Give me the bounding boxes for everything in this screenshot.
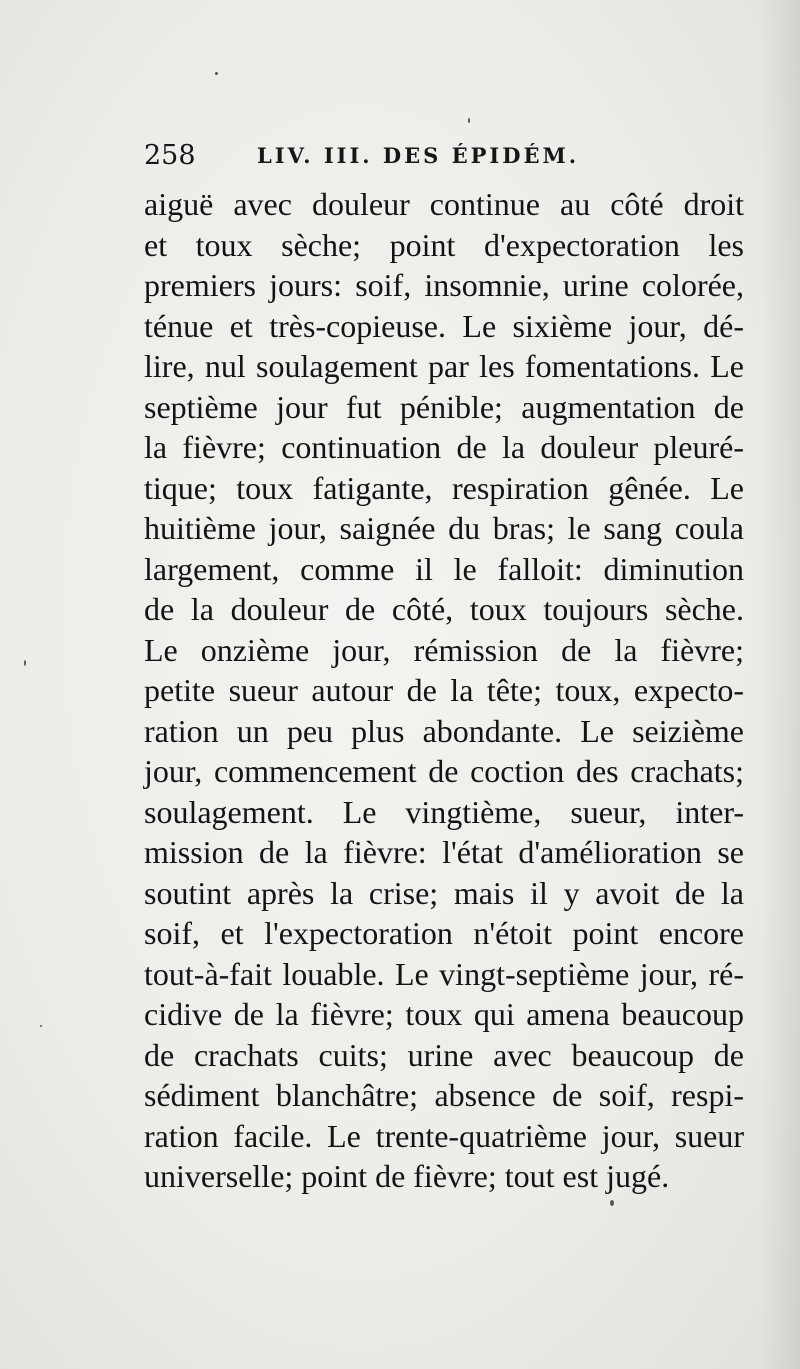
text-line: tout-à-fait louable. Le vingt-septième jour, ré-: [144, 955, 744, 992]
paper-speck: [610, 1200, 614, 1206]
text-line: huitième jour, saignée du bras; le sang coula: [144, 510, 744, 546]
text-line: jour, commencement de coction des crachats;: [144, 753, 744, 789]
paper-speck: [24, 660, 26, 666]
paper-speck: [40, 1025, 42, 1027]
text-line: et toux sèche; point d'expectoration les: [144, 226, 744, 263]
paper-speck: [468, 118, 470, 123]
text-line: premiers jours: soif, insomnie, urine colorée,: [144, 267, 744, 303]
body-paragraph: [144, 184, 744, 1197]
text-line: largement, comme il le falloit: diminution: [144, 550, 744, 587]
running-header: [144, 140, 614, 174]
text-line: ténue et très-copieuse. Le sixième jour, dé-: [144, 307, 744, 344]
text-line: septième jour fut pénible; augmentation de: [144, 388, 744, 425]
text-line: mission de la fièvre: l'état d'amélioration se: [144, 834, 744, 870]
page-edge-shadow: [760, 0, 800, 1369]
text-line: tique; toux fatigante, respiration gênée. Le: [144, 469, 744, 506]
page-number: 258: [144, 140, 196, 171]
paper-speck: [215, 72, 218, 75]
text-line: soutint après la crise; mais il y avoit de la: [144, 874, 744, 911]
text-line: cidive de la fièvre; toux qui amena beaucoup: [144, 996, 744, 1032]
text-line: ration facile. Le trente-quatrième jour, sueur: [144, 1117, 744, 1154]
text-line: de la douleur de côté, toux toujours sèche.: [144, 591, 744, 627]
text-line: de crachats cuits; urine avec beaucoup de: [144, 1036, 744, 1073]
text-line: soulagement. Le vingtième, sueur, inter-: [144, 793, 744, 830]
text-line: lire, nul soulagement par les fomentations. Le: [144, 348, 744, 384]
text-line: ration un peu plus abondante. Le seizième: [144, 712, 744, 749]
text-line: aiguë avec douleur continue au côté droit: [144, 186, 744, 222]
text-line: petite sueur autour de la tête; toux, expecto-: [144, 672, 744, 708]
text-line: universelle; point de fièvre; tout est jugé.: [144, 1158, 670, 1194]
text-line: Le onzième jour, rémission de la fièvre;: [144, 631, 744, 668]
text-line: sédiment blanchâtre; absence de soif, respi-: [144, 1077, 744, 1113]
text-line: soif, et l'expectoration n'étoit point encore: [144, 915, 744, 951]
running-head-title: LIV. III. DES ÉPIDÉM.: [257, 143, 580, 168]
text-line: la fièvre; continuation de la douleur pleuré-: [144, 429, 744, 465]
